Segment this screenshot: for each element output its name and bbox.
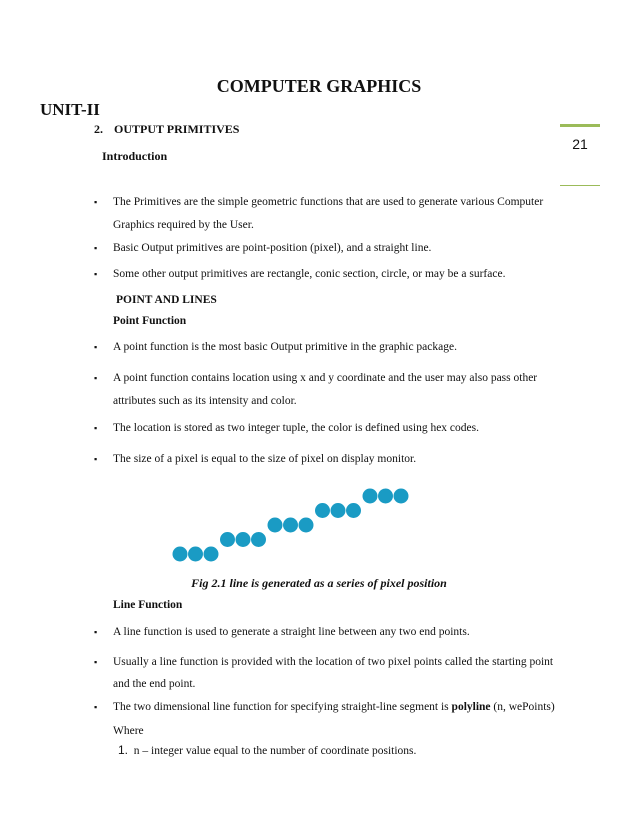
intro-heading: Introduction: [102, 149, 168, 163]
bullet-icon: ▪: [94, 243, 98, 253]
pixel-dot: [283, 518, 298, 533]
line-bullet-3: [113, 700, 555, 714]
bullet-icon: ▪: [94, 657, 98, 667]
figure-caption: Fig 2.1 line is generated as a series of pixel position: [191, 576, 447, 590]
point-function-heading: Point Function: [113, 315, 187, 327]
point-lines-heading: POINT AND LINES: [116, 294, 217, 306]
unit-heading: UNIT-II: [40, 100, 100, 119]
page-number-bar-bottom: [560, 185, 600, 186]
point-bullet-3: The location is stored as two integer tuple, the color is defined using hex codes.: [113, 422, 479, 434]
pixel-dot: [236, 532, 251, 547]
page-number: 21: [572, 136, 588, 152]
where-label: Where: [113, 725, 144, 737]
pixel-dot: [378, 489, 393, 504]
line-bullet-3-text: The two dimensional line function for specifying straight-line segment is: [113, 701, 449, 713]
pixel-dot: [363, 489, 378, 504]
polyline-args: (n, wePoints): [493, 701, 555, 713]
pixel-dot: [251, 532, 266, 547]
pixel-dot: [331, 503, 346, 518]
bullet-icon: ▪: [94, 342, 98, 352]
line-bullet-2: Usually a line function is provided with the location of two pixel points called the starting point: [113, 656, 554, 668]
page-number-bar-top: [560, 124, 600, 127]
intro-bullet-2: Basic Output primitives are point-position (pixel), and a straight line.: [113, 242, 432, 254]
page-title: COMPUTER GRAPHICS: [216, 76, 422, 96]
point-bullet-2-cont: attributes such as its intensity and color.: [113, 395, 297, 407]
bullet-icon: ▪: [94, 627, 98, 637]
bullet-icon: ▪: [94, 423, 98, 433]
bullet-icon: ▪: [94, 197, 98, 207]
intro-bullet-3: Some other output primitives are rectangle, conic section, circle, or may be a surface.: [113, 268, 506, 280]
intro-bullet-1-cont: Graphics required by the User.: [113, 219, 254, 231]
pixel-dot: [204, 547, 219, 562]
pixel-dot: [394, 489, 409, 504]
bullet-icon: ▪: [94, 454, 98, 464]
pixel-dot: [315, 503, 330, 518]
section-title: OUTPUT PRIMITIVES: [114, 122, 240, 136]
numbered-item-1-number: 1.: [118, 743, 129, 757]
line-bullet-1: A line function is used to generate a straight line between any two end points.: [113, 626, 470, 638]
pixel-dot: [299, 518, 314, 533]
line-bullet-2-cont: and the end point.: [113, 678, 196, 690]
pixel-dot: [346, 503, 361, 518]
point-bullet-4: The size of a pixel is equal to the size of pixel on display monitor.: [113, 453, 417, 465]
numbered-item-1-text: n – integer value equal to the number of coordinate positions.: [133, 745, 417, 757]
pixel-dot: [220, 532, 235, 547]
bullet-icon: ▪: [94, 269, 98, 279]
line-function-heading: Line Function: [113, 599, 183, 611]
point-bullet-1: A point function is the most basic Output primitive in the graphic package.: [113, 341, 457, 353]
polyline-keyword: polyline: [451, 701, 491, 713]
section-number: 2.: [94, 122, 103, 136]
point-bullet-2: A point function contains location using x and y coordinate and the user may also pass other: [113, 372, 538, 384]
bullet-icon: ▪: [94, 702, 98, 712]
pixel-dot: [268, 518, 283, 533]
numbered-item-1: [118, 743, 416, 758]
intro-bullet-1: The Primitives are the simple geometric functions that are used to generate various Computer: [113, 196, 544, 208]
pixel-dot: [188, 547, 203, 562]
pixel-dot: [173, 547, 188, 562]
bullet-icon: ▪: [94, 373, 98, 383]
pixel-line-figure: [160, 482, 420, 572]
